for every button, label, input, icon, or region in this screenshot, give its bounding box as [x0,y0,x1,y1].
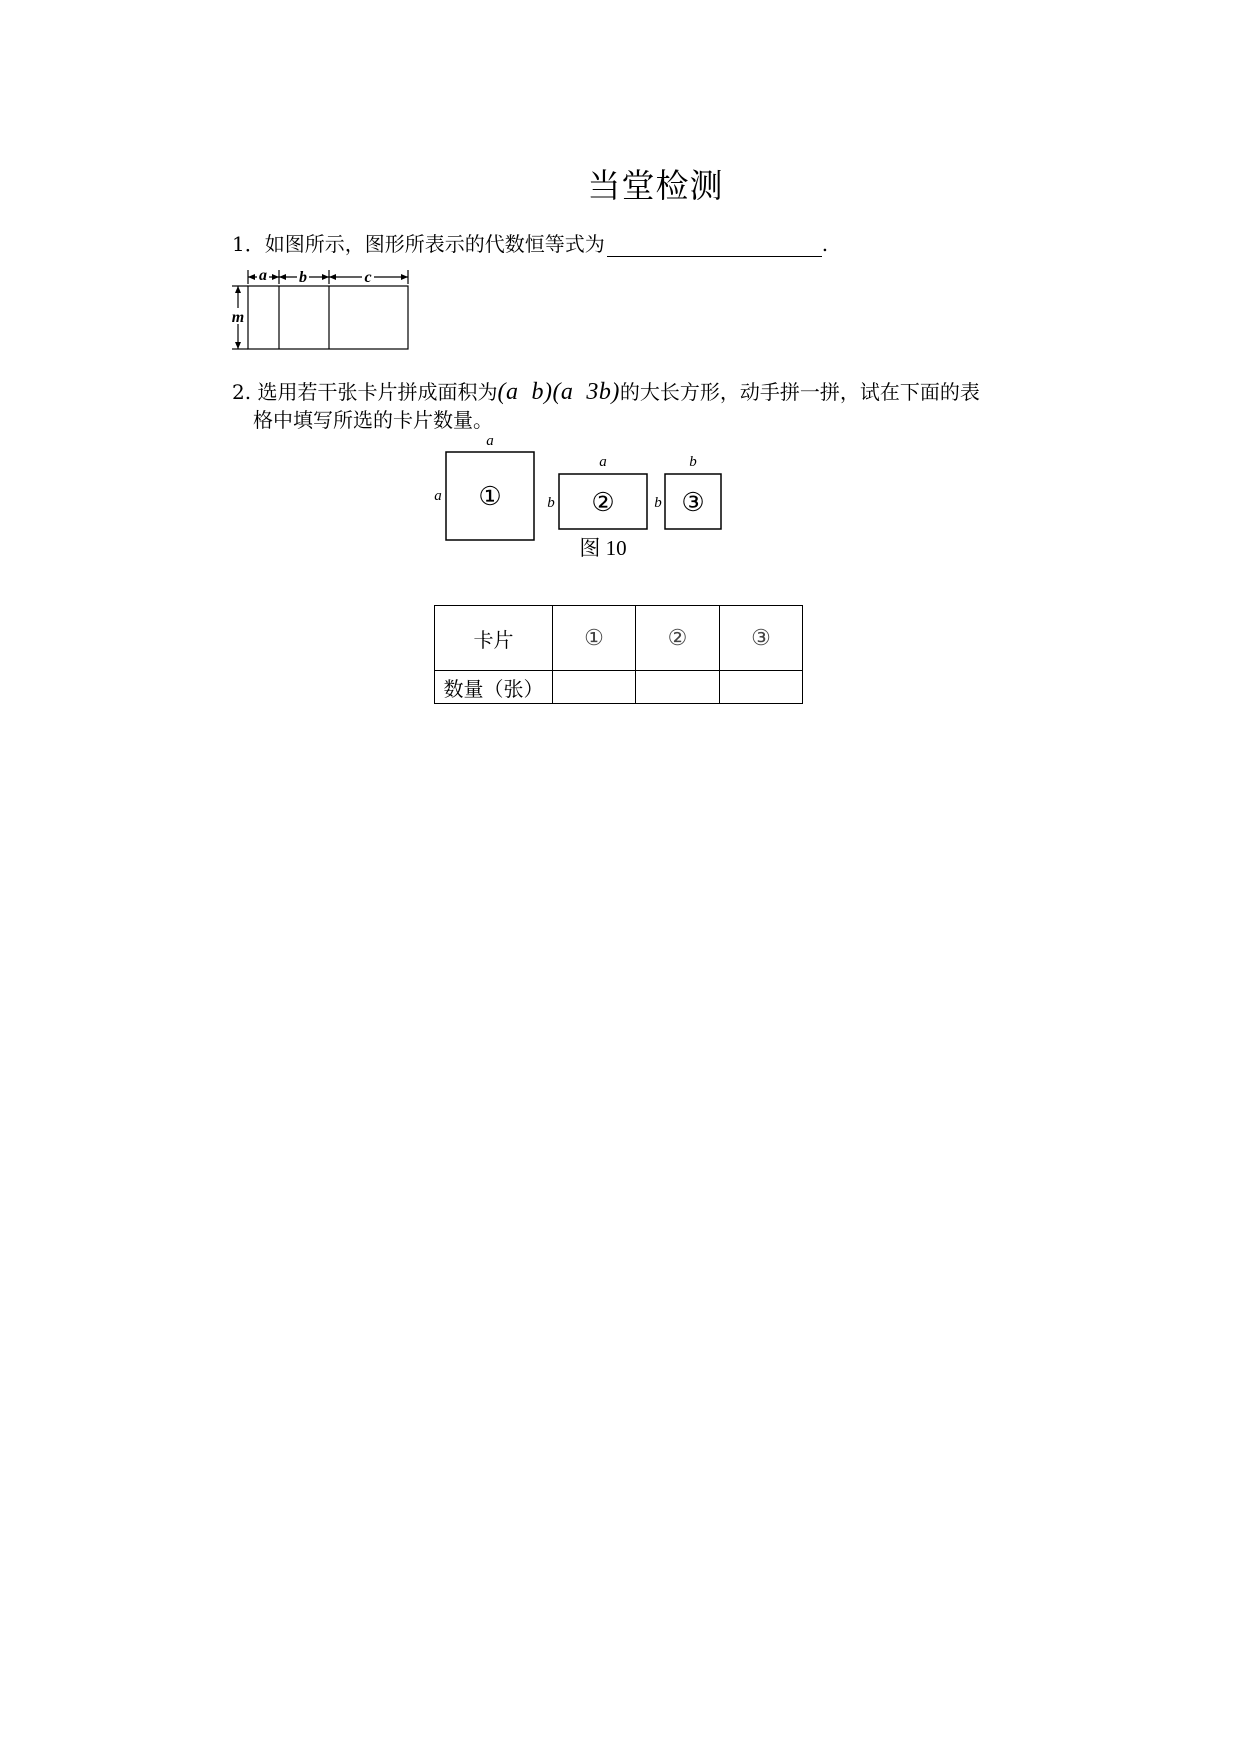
question-2-text-after: 的大长方形，动手拼一拼，试在下面的表 [619,380,980,404]
question-1 [232,228,828,257]
label-m: m [231,309,245,326]
page-title: 当堂检测 [587,166,724,205]
card-1-height-label: a [434,488,442,504]
label-b: b [299,269,307,286]
table-header-cell: ① [553,606,636,671]
table-header-cell: 卡片 [435,606,553,671]
table-row [435,671,803,704]
question-1-figure [225,262,415,354]
quantity-cell-2[interactable] [636,671,720,704]
label-c: c [364,269,372,286]
table-header-cell: ③ [720,606,803,671]
question-1-text: 1．如图所示，图形所表示的代数恒等式为 [232,232,605,256]
card-count-table [434,605,803,704]
card-2-height-label: b [547,495,555,511]
question-2 [232,376,980,406]
figure-caption: 图 10 [579,536,627,560]
card-2 [547,454,647,529]
card-3-width-label: b [689,454,697,470]
question-1-end: . [821,232,829,256]
quantity-cell-3[interactable] [720,671,803,704]
card-3 [654,454,721,529]
area-expression: (a b)(a 3b) [497,379,620,405]
card-1 [434,433,534,540]
cards-figure [425,430,735,560]
card-1-id: ① [478,482,502,511]
card-1-width-label: a [486,433,494,449]
label-a: a [259,267,267,284]
card-3-id: ③ [681,488,705,517]
table-row-label: 数量（张） [435,671,553,704]
quantity-cell-1[interactable] [553,671,636,704]
table-header-row [435,606,803,671]
question-2-text-before: 2. 选用若干张卡片拼成面积为 [232,380,498,404]
card-3-height-label: b [654,495,662,511]
question-2-line-2: 格中填写所选的卡片数量。 [253,408,493,432]
card-2-width-label: a [599,454,607,470]
card-2-id: ② [591,488,615,517]
table-header-cell: ② [636,606,720,671]
answer-blank[interactable] [607,234,822,257]
